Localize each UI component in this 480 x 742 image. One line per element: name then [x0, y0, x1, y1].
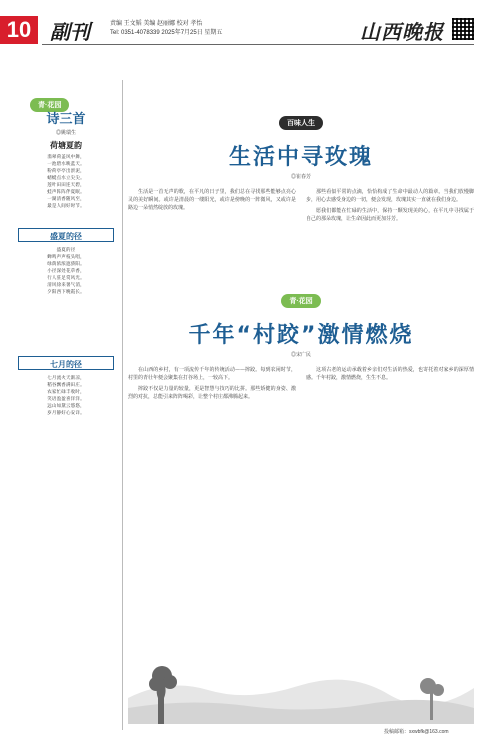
page-number: 10: [0, 16, 38, 44]
section-name: 副刊: [50, 20, 90, 44]
article1-paragraph: 那些看似平常的点滴，恰恰构成了生命中最动人的篇章。当我们放慢脚步，用心去感受身边的一切，便会发现，玫瑰其实一直就在我们身边。: [306, 189, 474, 203]
poem-line: 稻谷飘香满田庄。: [47, 383, 85, 388]
poem-line: 最是人间好时节。: [47, 204, 85, 209]
qr-code-icon: [452, 18, 474, 40]
article2-paragraph: 摔跤不仅是力量的较量，更是智慧与技巧的比拼。那些矫健的身姿、激烈的对抗，总能引来阵阵喝彩，让整个村庄都沸腾起来。: [128, 386, 296, 400]
poem-line: 翡翠荷盖风中舞，: [47, 155, 85, 160]
poem-line: 一湖清香随风至，: [47, 197, 85, 202]
poem-line: 远山如黛云悠悠，: [47, 404, 85, 409]
article2-tag: 青·花园: [281, 294, 320, 308]
poem-line: 一池碧水映蓝天。: [47, 162, 85, 167]
poem-line: 莲叶田田连天碧，: [47, 183, 85, 188]
poem2-body: [18, 247, 114, 296]
poem-line: 小径深处花草香，: [47, 269, 85, 274]
poem-line: 行人驻足赏风光。: [47, 276, 85, 281]
article2-body: [128, 366, 474, 606]
poem-line: 清风徐来暑气消，: [47, 283, 85, 288]
article2-tag-wrap: [128, 288, 474, 308]
article1-body: [128, 188, 474, 298]
poem-line: 盛夏的径: [56, 248, 76, 253]
meta-editors: 责编 王文韬 美编 赵丽娜 校对 孝怡: [110, 21, 203, 27]
column-divider: [122, 80, 123, 730]
left-section-title: 诗三首: [46, 112, 86, 127]
poem-line: 农家忙碌丰收时，: [47, 390, 85, 395]
poem-line: 绿荫浓浓遮骄阳。: [47, 262, 85, 267]
poem-line: 笑语盈盈喜洋洋。: [47, 397, 85, 402]
poem3-box-title: 七月的径: [18, 356, 114, 370]
poem1-title: 荷塘夏韵: [50, 140, 82, 150]
meta-contact: Tel: 0351-4078339 2025年7月25日 星期五: [110, 30, 223, 36]
article1-byline: ◎崔春芳: [290, 174, 311, 180]
header-rule: [42, 44, 474, 45]
page-header: [0, 0, 480, 44]
article2-paragraph: 这项古老的运动承载着乡亲们对生活的热爱，也寄托着对家乡的深厚情感。千年村跤，激情燃烧，生生不息。: [306, 367, 474, 381]
article-2: [128, 288, 474, 606]
article1-paragraph: 生活是一首无声的歌，在平凡的日子里，我们总在寻找那些能够点亮心灵的美好瞬间。或许是清晨的一缕阳光，或许是傍晚的一阵微风，又或许是路边一朵悄然绽放的玫瑰。: [128, 189, 296, 211]
poem-line: 岁月静好心安详。: [47, 411, 85, 416]
article2-byline: ◎宋广民: [290, 352, 311, 358]
article1-tag: 百味人生: [279, 116, 323, 130]
poem-line: 粉荷亭亭出淤泥，: [47, 169, 85, 174]
poem-line: 蜻蜓点水立尖尖。: [47, 176, 85, 181]
poem2-box-title: 盛夏的径: [18, 228, 114, 242]
poem1-body: [18, 154, 114, 210]
left-tag-label: 青·花园: [30, 98, 69, 112]
poem-line: 夕阳西下晚霞长。: [47, 290, 85, 295]
article1-headline: 生活中寻玫瑰: [228, 145, 373, 170]
left-author: ◎姚瑞生: [55, 130, 76, 136]
landscape-illustration: [128, 628, 474, 724]
header-meta: [110, 20, 222, 38]
article2-paragraph: 在山西的乡村，有一项流传千年的传统活动——摔跤。每到农闲时节，村里的青壮年便会聚集在打谷场上，一较高下。: [128, 367, 296, 381]
footer-email: 投稿邮箱：sxwbfk@163.com: [384, 729, 449, 735]
article-1: [128, 110, 474, 298]
article1-paragraph: 愿我们都能在忙碌的生活中，保持一颗发现美的心，在平凡中寻找属于自己的那朵玫瑰，让生命因此而更加芬芳。: [306, 208, 474, 222]
left-column: [18, 108, 114, 417]
poem-line: 蝉鸣声声枝头唱，: [47, 255, 85, 260]
poem-line: 蛙声阵阵伴夏眠。: [47, 190, 85, 195]
poem3-body: [18, 375, 114, 417]
masthead: 山西晚报: [360, 20, 444, 44]
article1-tag-wrap: [128, 110, 474, 130]
article2-headline: 千年“村跤”激情燃烧: [188, 323, 414, 348]
poem-line: 七月流火天渐凉，: [47, 376, 85, 381]
